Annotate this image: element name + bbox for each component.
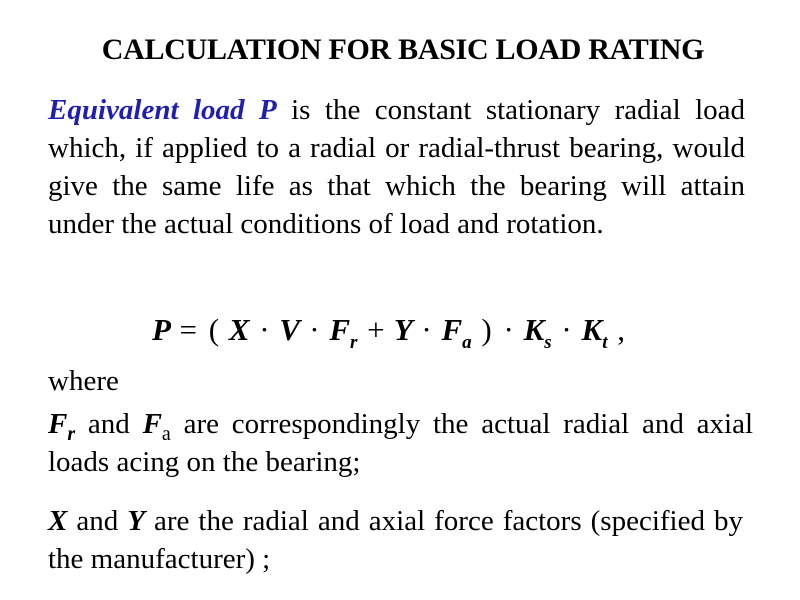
- definition-term: Equivalent load P: [48, 94, 277, 126]
- formula-fa: $F_a$: [441, 312, 472, 353]
- formula-dot: ·: [421, 312, 432, 347]
- formula-y: Y: [393, 312, 412, 347]
- formula-fr: $F_r$: [329, 312, 358, 353]
- factors-definition: [48, 502, 743, 578]
- and-text: and: [67, 505, 128, 537]
- formula-dot: ·: [503, 312, 514, 347]
- formula-p: P: [152, 312, 170, 347]
- formula-dot: ·: [309, 312, 320, 347]
- formula-kt: $K_t$: [581, 312, 608, 353]
- formula-dot: ·: [259, 312, 270, 347]
- symbol-fr: $F_r$: [48, 408, 76, 445]
- formula-x: X: [228, 312, 250, 347]
- formula-v: V: [279, 312, 300, 347]
- definition-text: is the constant stationary radial load which, if applied to a radial or radial-thrust bearing, would give the same life as that which the bearing will attain under the actual conditions of load and rotation.: [48, 94, 746, 240]
- forces-text: are correspondingly the actual radial and axial loads acing on the bearing;: [48, 408, 754, 478]
- formula-plus: +: [367, 312, 385, 347]
- forces-definition: [48, 405, 753, 481]
- formula-ks: $K_s$: [523, 312, 552, 353]
- formula-dot: ·: [561, 312, 572, 347]
- formula-comma: ,: [617, 312, 625, 347]
- slide-title: CALCULATION FOR BASIC LOAD RATING: [101, 33, 705, 66]
- and-text: and: [75, 408, 143, 440]
- where-label: where: [48, 365, 119, 397]
- factors-text: are the radial and axial force factors (specified by the manufacturer) ;: [48, 505, 743, 575]
- symbol-x: X: [48, 505, 68, 537]
- symbol-y: Y: [127, 505, 145, 537]
- formula-equals: =: [179, 312, 198, 347]
- definition-paragraph: [48, 91, 745, 243]
- formula-open-paren: (: [208, 312, 220, 347]
- formula-close-paren: ): [481, 312, 492, 347]
- equivalent-load-formula: [152, 308, 632, 352]
- symbol-fa: $F_a$: [142, 408, 171, 445]
